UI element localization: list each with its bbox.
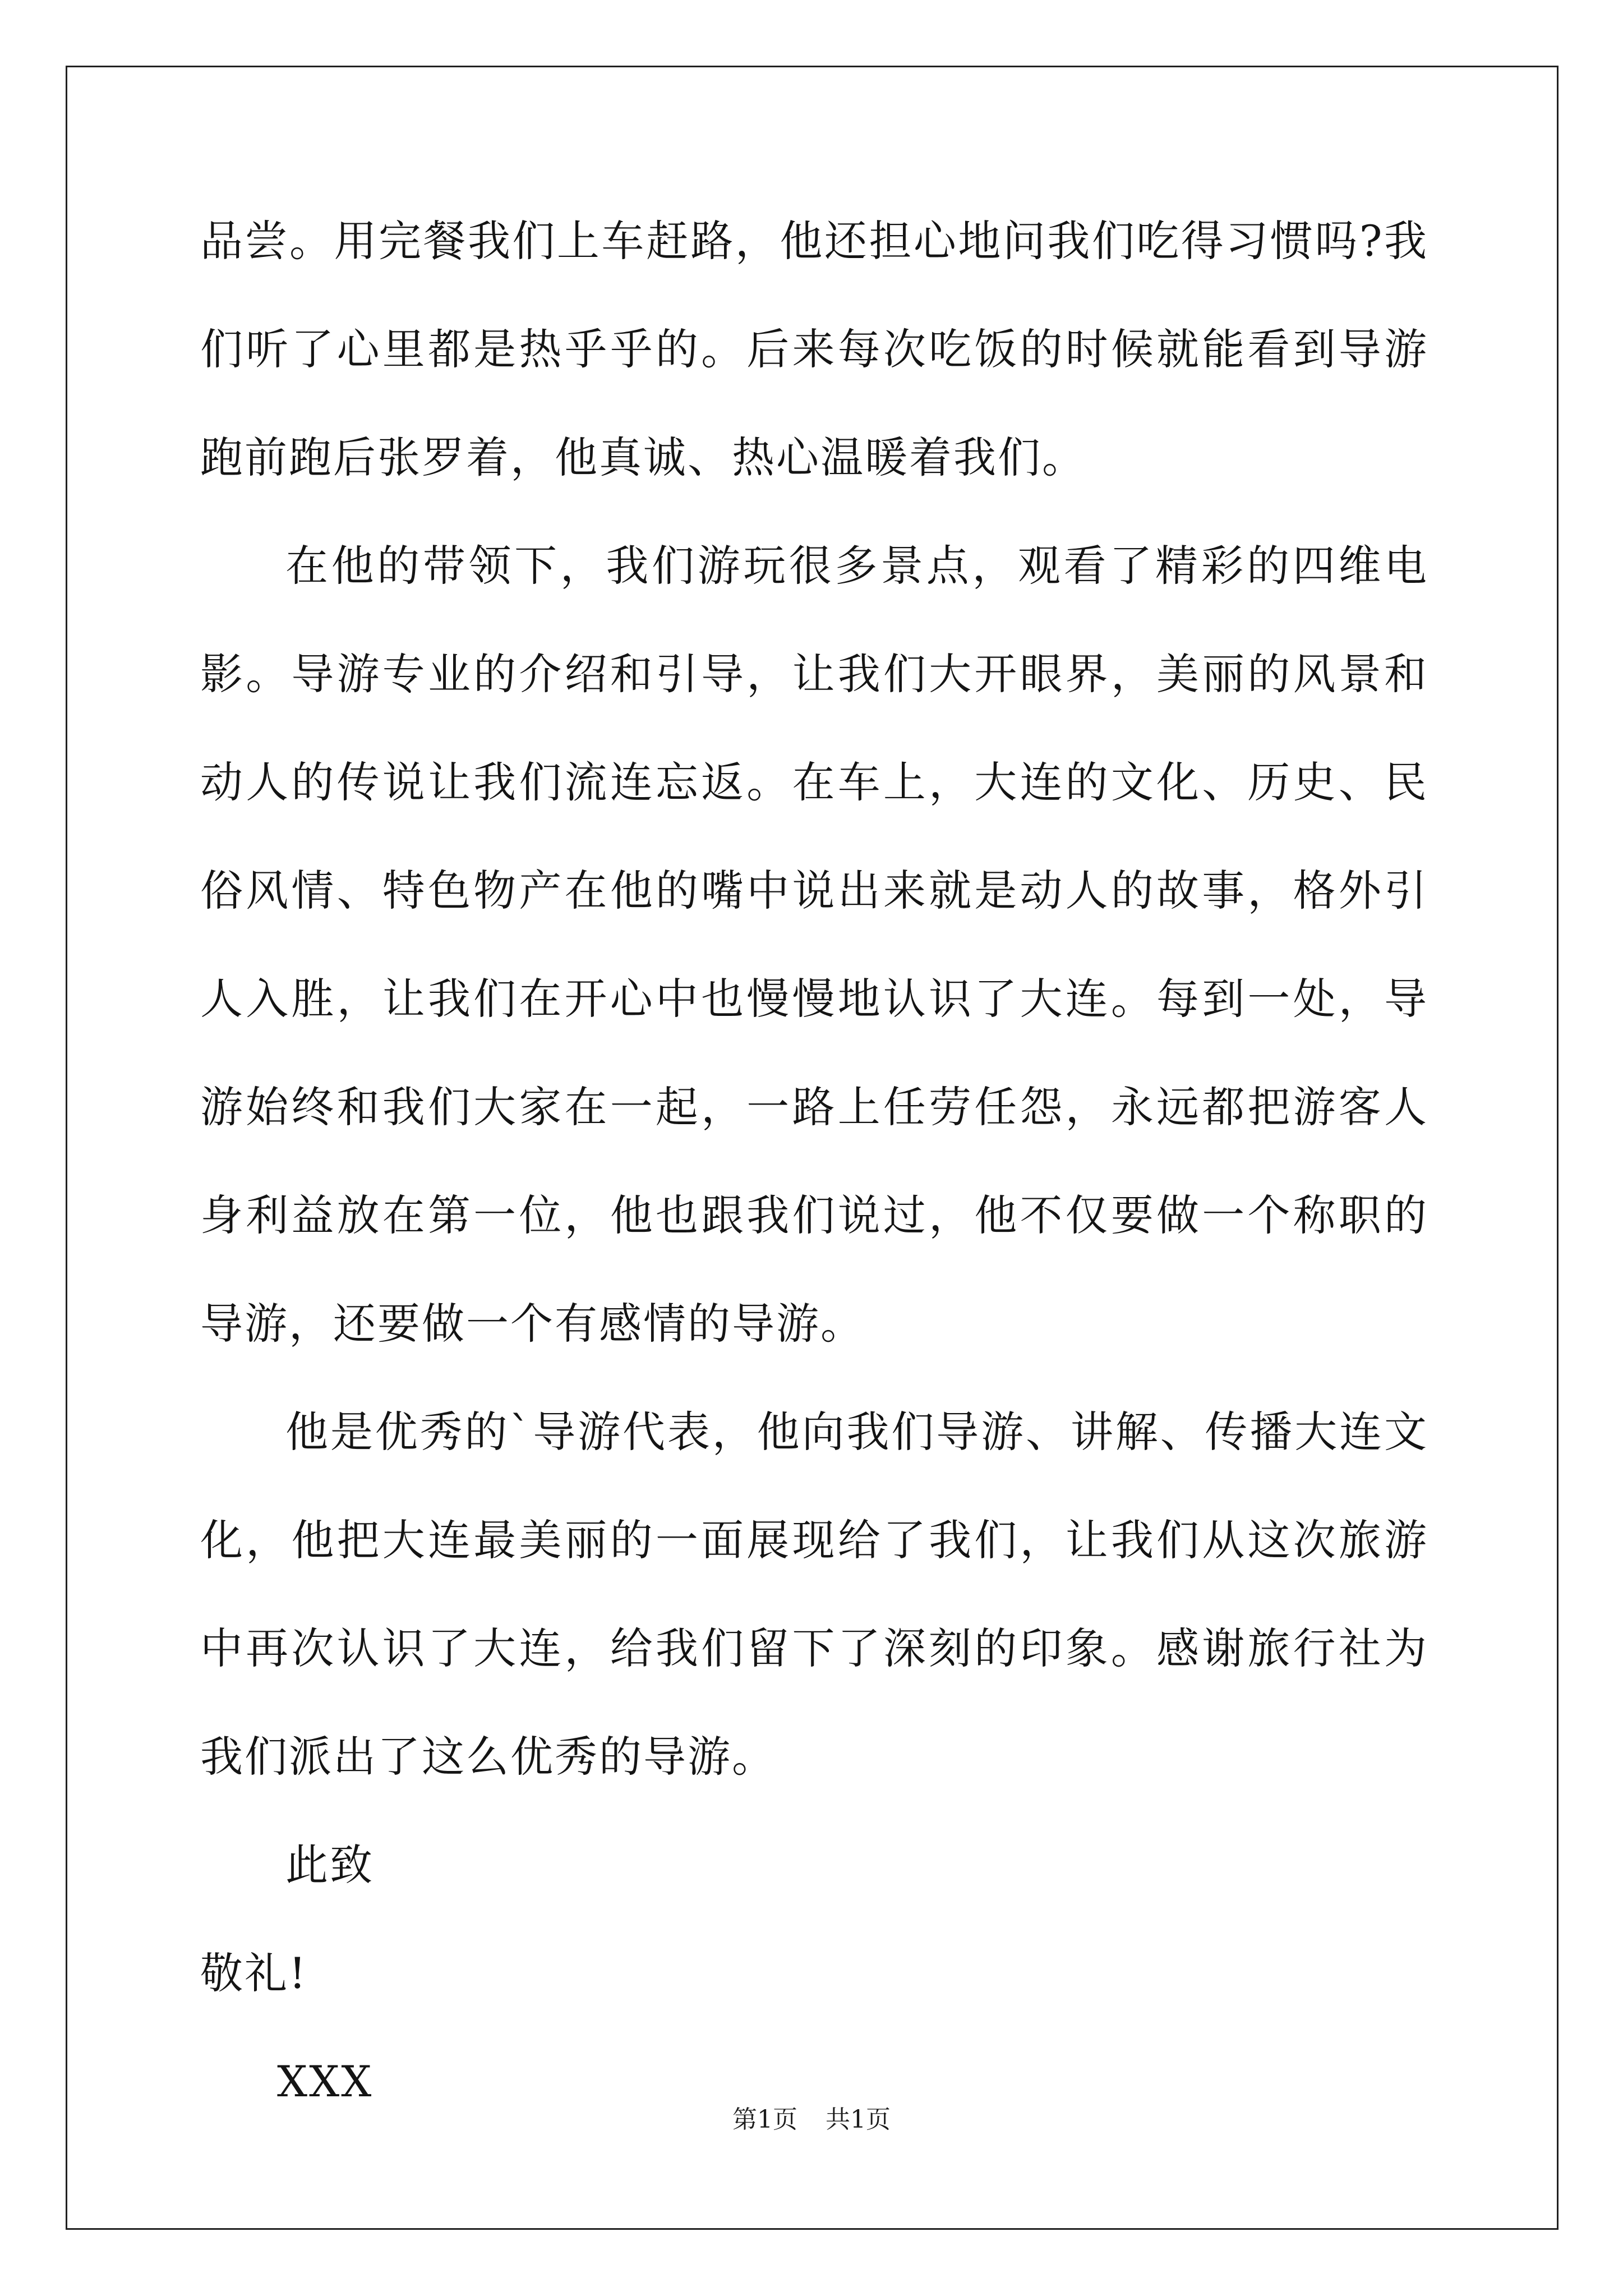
page-footer bbox=[0, 2099, 1623, 2135]
paragraph-3: 他是优秀的`导游代表，他向我们导游、讲解、传播大连文化，他把大连最美丽的一面展现给了我们，让我们从这次旅游中再次认识了大连，给我们留下了深刻的印象。感谢旅行社为我们派出了这么优秀的导游。 bbox=[200, 1407, 1428, 1782]
document-body bbox=[200, 187, 1428, 2136]
signature: XXX bbox=[277, 2056, 374, 2106]
page-number-total: 共1页 bbox=[826, 2105, 891, 2134]
salute-line: 敬礼! bbox=[200, 1948, 308, 1998]
closing-line: 此致 bbox=[285, 1840, 374, 1890]
paragraph-2: 在他的带领下，我们游玩很多景点，观看了精彩的四维电影。导游专业的介绍和引导，让我们大开眼界，美丽的风景和动人的传说让我们流连忘返。在车上，大连的文化、历史、民俗风情、特色物产在他的嘴中说出来就是动人的故事，格外引人入胜，让我们在开心中也慢慢地认识了大连。每到一处，导游始终和我们大家在一起，一路上任劳任怨，永远都把游客人身利益放在第一位，他也跟我们说过，他不仅要做一个称职的导游，还要做一个有感情的导游。 bbox=[200, 541, 1428, 1349]
paragraph-1: 品尝。用完餐我们上车赶路，他还担心地问我们吃得习惯吗?我们听了心里都是热乎乎的。后来每次吃饭的时候就能看到导游跑前跑后张罗着，他真诚、热心温暖着我们。 bbox=[200, 216, 1428, 482]
page-number-current: 第1页 bbox=[732, 2105, 797, 2134]
